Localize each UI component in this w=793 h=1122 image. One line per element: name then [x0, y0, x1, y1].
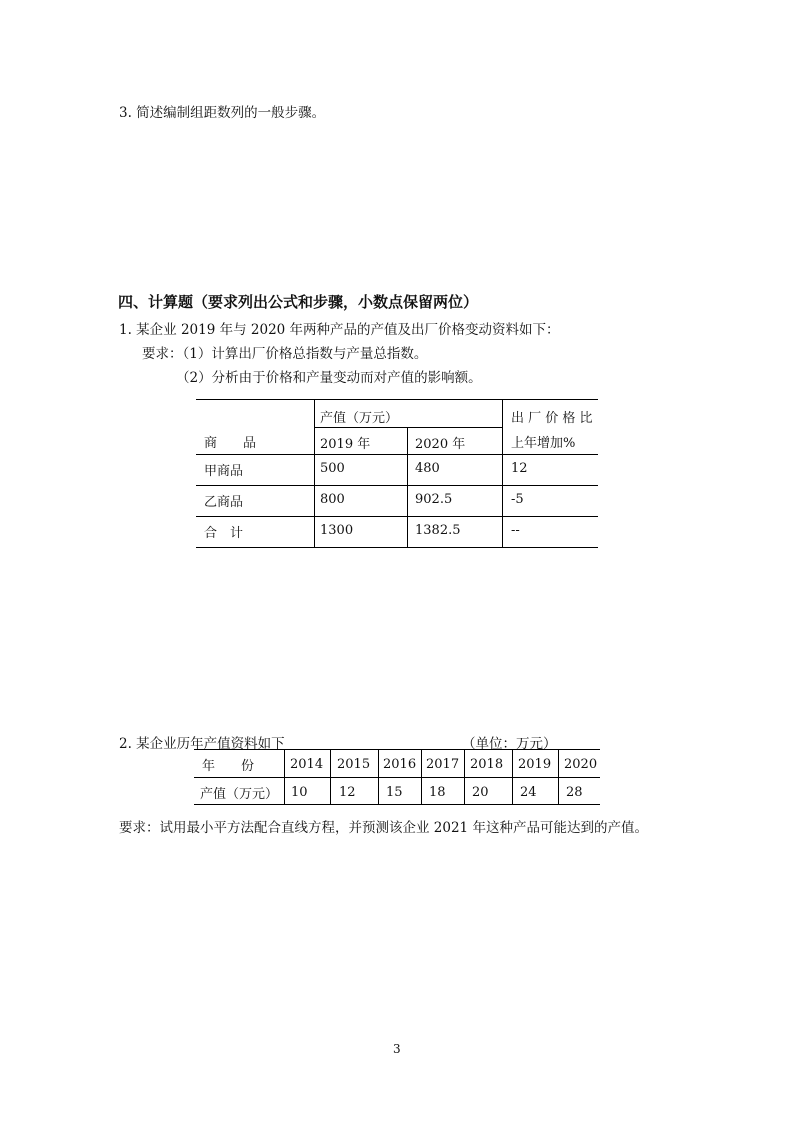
value-cell: 24 — [520, 785, 537, 800]
row-2019: 500 — [320, 461, 345, 476]
page-number: 3 — [393, 1042, 401, 1056]
year-cell: 2017 — [426, 757, 460, 772]
row-name: 乙商品 — [204, 495, 244, 510]
row-label-year: 年 份 — [202, 759, 255, 774]
row-price: 12 — [511, 461, 528, 476]
problem2-unit: （单位：万元） — [462, 736, 557, 752]
row-2020: 480 — [415, 461, 440, 476]
header-price-line1: 出 厂 价 格 比 — [511, 411, 593, 426]
year-cell: 2020 — [564, 757, 598, 772]
problem1-req2: （2）分析由于价格和产量变动而对产值的影响额。 — [176, 370, 482, 386]
row-label-output: 产值（万元） — [200, 787, 279, 802]
problem1-intro: 1. 某企业 2019 年与 2020 年两种产品的产值及出厂价格变动资料如下： — [119, 322, 560, 338]
row-2020: 902.5 — [415, 492, 453, 507]
value-cell: 28 — [566, 785, 583, 800]
row-price: -5 — [511, 492, 524, 507]
year-cell: 2018 — [470, 757, 504, 772]
header-2020: 2020 年 — [415, 437, 466, 452]
question-3: 3. 简述编制组距数列的一般步骤。 — [119, 105, 326, 121]
header-output: 产值（万元） — [320, 411, 399, 426]
value-cell: 15 — [386, 785, 403, 800]
year-cell: 2014 — [290, 757, 324, 772]
annual-output-table — [194, 749, 600, 805]
year-cell: 2016 — [383, 757, 417, 772]
year-cell: 2019 — [518, 757, 552, 772]
year-cell: 2015 — [337, 757, 371, 772]
value-cell: 18 — [429, 785, 446, 800]
header-2019: 2019 年 — [320, 437, 371, 452]
section-title: 四、计算题（要求列出公式和步骤，小数点保留两位） — [118, 293, 479, 311]
problem1-req1: 要求：（1）计算出厂价格总指数与产量总指数。 — [142, 346, 428, 362]
row-name: 甲商品 — [204, 464, 244, 479]
value-cell: 10 — [291, 785, 308, 800]
row-price: -- — [511, 523, 520, 538]
header-price-line2: 上年增加% — [511, 436, 576, 451]
price-output-table — [196, 399, 598, 548]
problem2-intro: 2. 某企业历年产值资料如下 — [119, 736, 285, 752]
row-2019: 1300 — [320, 523, 354, 538]
value-cell: 20 — [472, 785, 489, 800]
row-2020: 1382.5 — [415, 523, 461, 538]
problem2-requirement: 要求：试用最小平方法配合直线方程，并预测该企业 2021 年这种产品可能达到的产值。 — [119, 820, 648, 836]
row-2019: 800 — [320, 492, 345, 507]
row-name: 合 计 — [204, 526, 244, 541]
value-cell: 12 — [339, 785, 356, 800]
header-product: 商 品 — [204, 436, 257, 451]
